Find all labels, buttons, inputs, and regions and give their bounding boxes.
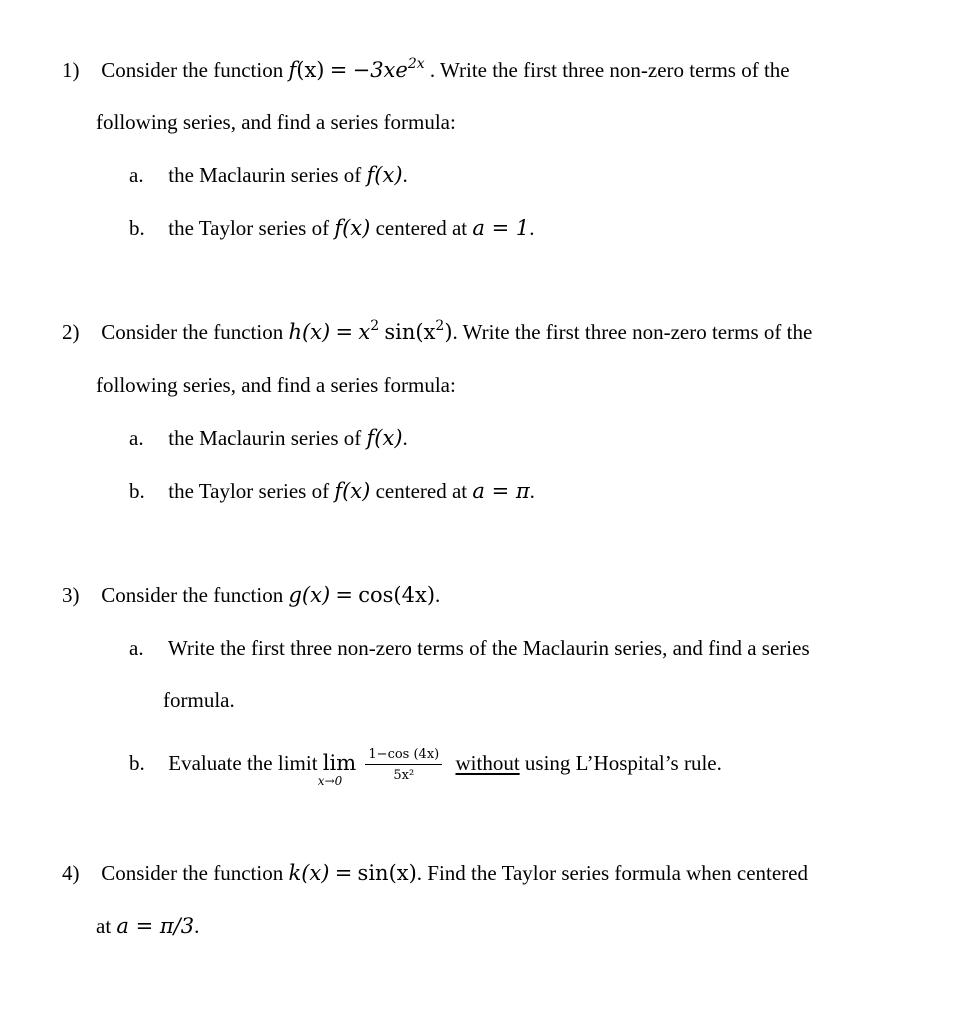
problem-text-suffix: . Write the first three non-zero terms of the [429,58,790,82]
part-math: f(x) [366,426,403,450]
fraction-bar [365,764,442,765]
function-name: f [288,58,297,82]
continuation-text: at [96,914,112,938]
part-letter: a. [129,636,144,660]
part-text-end: using L’Hospital’s rule. [524,750,722,775]
part-math-2: a = 1 [472,216,530,240]
part-text-mid: centered at [375,216,468,240]
problem-3-part-a-continuation [163,687,235,713]
expression-close: ) [444,320,453,344]
problem-number: 1) [62,58,80,82]
problem-text-suffix: . Find the Taylor series formula when centered [416,861,808,885]
problem-3-intro [62,582,440,608]
part-math: f(x) [366,163,403,187]
part-text: the Maclaurin series of [168,426,362,450]
problem-1-part-b [129,215,534,241]
expression-exponent: 2 [370,318,380,334]
continuation-text: following series, and find a series formula: [96,110,456,134]
equals-sign: = [334,861,353,885]
equals-sign: = [335,583,353,607]
problem-2-continuation [96,372,456,398]
limit-fraction [365,746,442,784]
problem-3-part-b [129,746,722,788]
part-text: Evaluate the limit [168,750,318,775]
continuation-text: following series, and find a series formula: [96,373,456,397]
problem-1-part-a [129,162,408,188]
problem-text: Consider the function [101,58,284,82]
part-text-mid: centered at [375,479,468,503]
equals-sign: = [329,58,348,82]
problem-text: Consider the function [101,583,284,607]
problem-text: Consider the function [101,861,284,885]
function-name: h(x) [288,320,331,344]
problem-3-part-a [129,635,810,661]
problem-2-part-b [129,478,535,504]
fraction-denominator: 5x² [393,768,415,783]
limit-subscript: x→0 [317,773,343,788]
part-letter: b. [129,750,145,775]
problem-1-continuation [96,109,456,135]
problem-text-suffix: . [435,583,441,607]
equals-sign: = [335,320,354,344]
problem-number: 2) [62,320,80,344]
part-text: the Maclaurin series of [168,163,362,187]
limit-label: lim [322,750,357,775]
problem-number: 3) [62,583,80,607]
part-text: Write the first three non-zero terms of the Maclaurin series, and find a series [167,636,810,660]
part-text-end: . [529,216,535,240]
part-text: the Taylor series of [168,216,330,240]
part-math: f(x) [334,479,371,503]
continuation-math: a = π/3 [116,914,195,938]
part-letter: a. [129,426,144,450]
problem-text-suffix: . Write the first three non-zero terms of the [452,320,813,344]
underlined-word: without [455,750,520,775]
problem-number: 4) [62,861,80,885]
part-letter: a. [129,163,144,187]
function-expression: −3xe [352,58,408,82]
expression-exponent: 2 [435,318,445,334]
function-name: k(x) [288,861,330,885]
function-exponent: 2x [407,56,425,72]
problem-2-intro [62,319,812,345]
problem-1-intro [62,57,790,83]
function-expression: cos(4x) [358,583,436,607]
problem-2-part-a [129,425,408,451]
continuation-text: formula. [163,688,235,712]
part-text: the Taylor series of [168,479,330,503]
part-text-end: . [529,479,535,503]
continuation-end: . [194,914,200,938]
expression-x: x [358,320,371,344]
part-math: f(x) [334,216,371,240]
expression-sin: sin(x [384,320,436,344]
part-text-end: . [402,426,408,450]
problem-4-intro [62,860,808,886]
function-name: g(x) [288,583,331,607]
limit-operator [317,750,357,788]
problem-4-continuation [96,913,199,939]
part-math-2: a = π [472,479,530,503]
function-expression: sin(x) [357,861,417,885]
part-letter: b. [129,216,145,240]
fraction-numerator: 1−cos (4x) [368,747,440,762]
part-letter: b. [129,479,145,503]
problem-text: Consider the function [101,320,284,344]
part-text-end: . [402,163,408,187]
function-argument: (x) [296,58,325,82]
